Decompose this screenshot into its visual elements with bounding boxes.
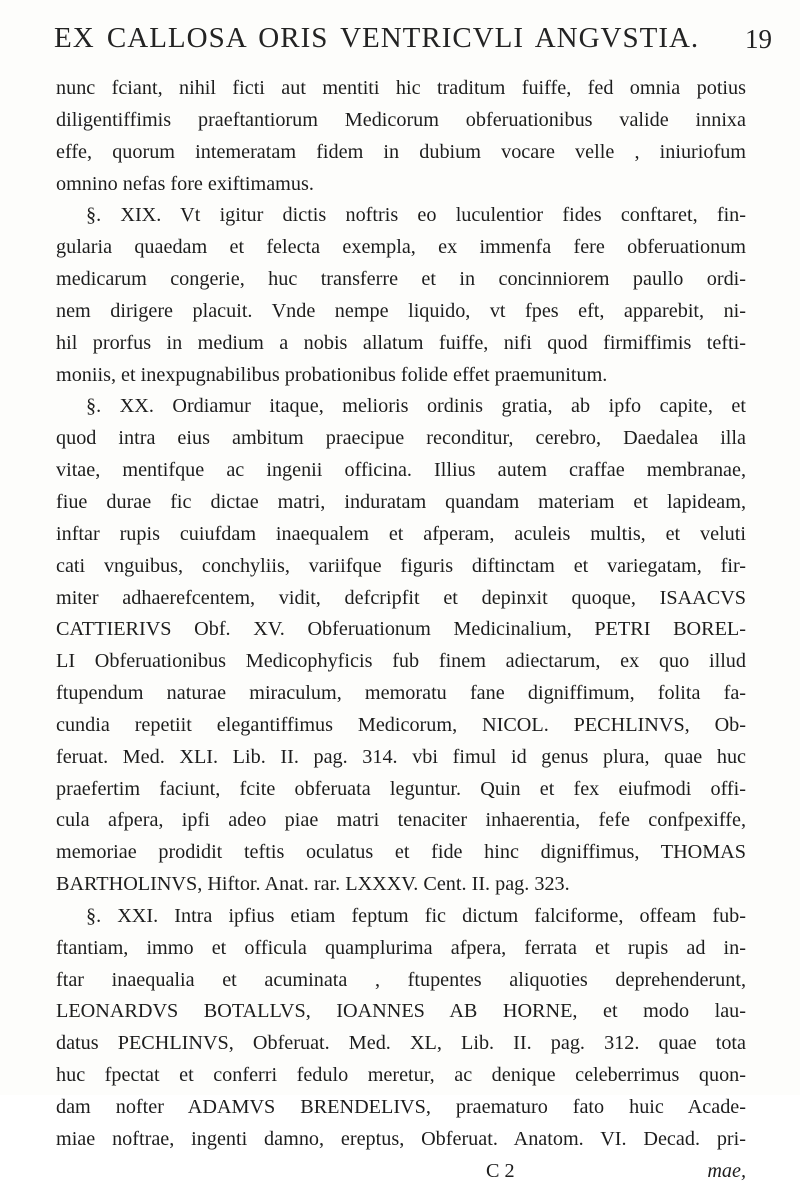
text-line: memoriae prodidit teftis oculatus et fide hinc digniffimus, THOMAS — [56, 841, 746, 864]
text-line: miter adhaerefcentem, vidit, defcripfit et depinxit quoque, ISAACVS — [56, 586, 746, 609]
text-line: medicarum congerie, huc transferre et in concinniorem paullo ordi- — [56, 268, 746, 291]
body-text — [56, 73, 746, 1188]
text-line: nem dirigere placuit. Vnde nempe liquido, vt fpes eft, apparebit, ni- — [56, 299, 746, 322]
text-line: diligentiffimis praeftantiorum Medicorum obferuationibus valide innixa — [56, 108, 746, 131]
footer-line — [56, 1156, 746, 1188]
catchword: mae, — [707, 1159, 746, 1182]
running-title: EX CALLOSA ORIS VENTRICVLI ANGVSTIA. — [54, 22, 700, 54]
text-line: nunc fciant, nihil ficti aut mentiti hic traditum fuiffe, fed omnia potius — [56, 77, 746, 99]
text-line: cula afpera, ipfi adeo piae matri tenaciter inhaerentia, fefe confpexiffe, — [56, 809, 746, 832]
text-line: LEONARDVS BOTALLVS, IOANNES AB HORNE, et modo lau- — [56, 1000, 746, 1023]
running-head — [54, 18, 772, 62]
page-number: 19 — [745, 24, 772, 54]
text-line: inftar rupis cuiufdam inaequalem et afperam, aculeis multis, et veluti — [56, 522, 746, 545]
text-line: miae noftrae, ingenti damno, ereptus, Obferuat. Anatom. VI. Decad. pri- — [56, 1127, 746, 1150]
text-line: cati vnguibus, conchyliis, variifque figuris diftinctam et variegatam, fir- — [56, 554, 746, 577]
text-line: cundia repetiit elegantiffimus Medicorum, NICOL. PECHLINVS, Ob- — [56, 713, 746, 736]
text-line: hil prorfus in medium a nobis allatum fuiffe, nifi quod firmiffimis tefti- — [56, 331, 746, 354]
text-line: LI Obferuationibus Medicophyficis fub finem adiectarum, ex quo illud — [56, 650, 746, 673]
paragraph-xix-start: §. XIX. Vt igitur dictis noftris eo luculentior fides conftaret, fin- — [86, 204, 746, 227]
text-line: vitae, mentifque ac ingenii officina. Illius autem craffae membranae, — [56, 459, 746, 482]
text-line: huc fpectat et conferri fedulo meretur, ac denique celeberrimus quon- — [56, 1064, 746, 1087]
text-line: ftupendum naturae miraculum, memoratu fane digniffimum, folita fa- — [56, 682, 746, 705]
paragraph-xx-start: §. XX. Ordiamur itaque, melioris ordinis gratia, ab ipfo capite, et — [86, 395, 746, 418]
text-line: datus PECHLINVS, Obferuat. Med. XL, Lib. II. pag. 312. quae tota — [56, 1032, 746, 1055]
text-line: gularia quaedam et felecta exempla, ex immenfa fere obferuationum — [56, 236, 746, 259]
text-line: quod intra eius ambitum praecipue reconditur, cerebro, Daedalea illa — [56, 427, 746, 450]
paragraph-xxi-start: §. XXI. Intra ipfius etiam feptum fic dictum falciforme, offeam fub- — [86, 904, 746, 927]
text-line: fiue durae fic dictae matri, induratam quandam materiam et lapideam, — [56, 490, 746, 513]
text-line: ftantiam, immo et officula quamplurima afpera, ferrata et rupis ad in- — [56, 936, 746, 959]
text-line: ftar inaequalia et acuminata , ftupentes aliquoties deprehenderunt, — [56, 968, 746, 991]
text-line: effe, quorum intemeratam fidem in dubium vocare velle , iniuriofum — [56, 140, 746, 163]
text-line: BARTHOLINVS, Hiftor. Anat. rar. LXXXV. Cent. II. pag. 323. — [56, 873, 570, 896]
text-line: praefertim faciunt, fcite obferuata leguntur. Quin et fex eiufmodi offi- — [56, 777, 746, 800]
text-line: feruat. Med. XLI. Lib. II. pag. 314. vbi fimul id genus plura, quae huc — [56, 745, 746, 768]
text-line: omnino nefas fore exiftimamus. — [56, 172, 314, 195]
signature-mark: C 2 — [486, 1159, 515, 1182]
text-line: dam nofter ADAMVS BRENDELIVS, praematuro fato huic Acade- — [56, 1096, 746, 1118]
text-line: moniis, et inexpugnabilibus probationibus folide effet praemunitum. — [56, 363, 608, 386]
text-line: CATTIERIVS Obf. XV. Obferuationum Medicinalium, PETRI BOREL- — [56, 618, 746, 641]
